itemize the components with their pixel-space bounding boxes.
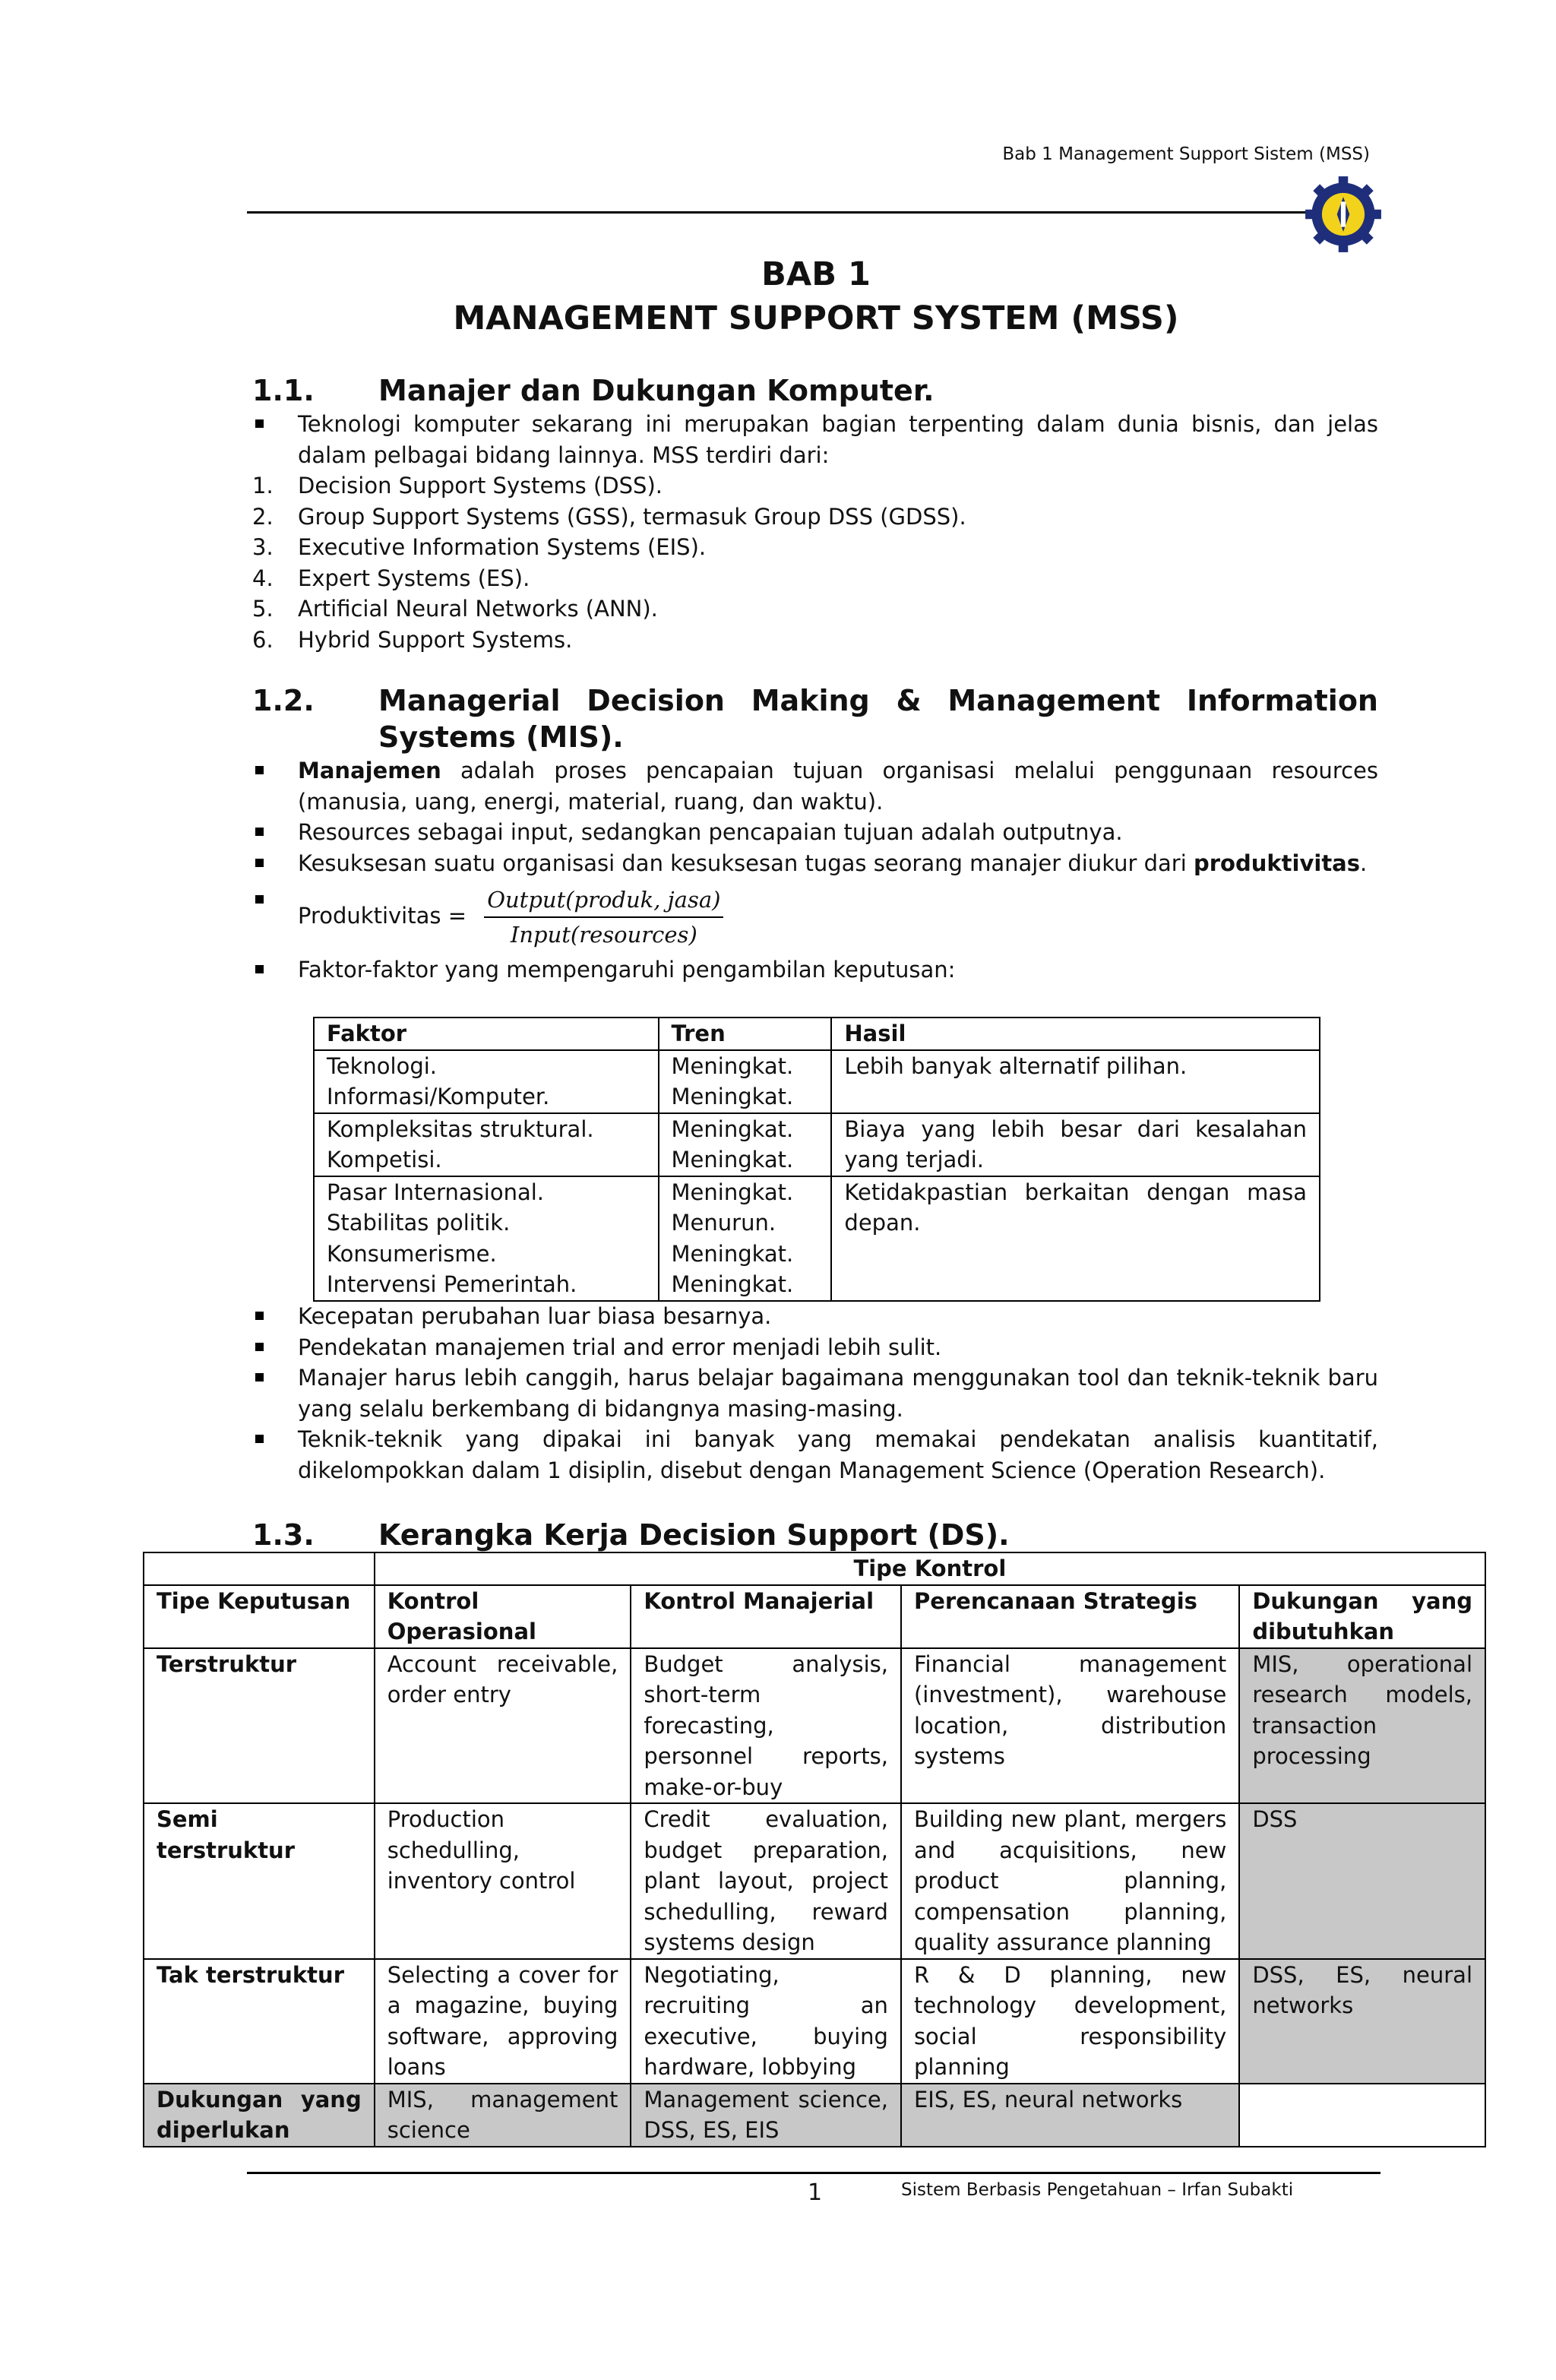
table-header-row bbox=[314, 1018, 1320, 1050]
section-heading bbox=[252, 682, 1378, 719]
item-text: Expert Systems (ES). bbox=[298, 565, 530, 591]
formula-label: Produktivitas = bbox=[298, 903, 467, 929]
footer-rule bbox=[247, 2172, 1380, 2174]
running-header: Bab 1 Management Support Sistem (MSS) bbox=[1002, 144, 1370, 164]
item-text: Group Support Systems (GSS), termasuk Group DSS (GDSS). bbox=[298, 503, 966, 530]
item-number: 1. bbox=[252, 473, 274, 498]
column-header: Kontrol Operasional bbox=[375, 1585, 631, 1648]
table-cell: MIS, management science bbox=[375, 2084, 631, 2147]
numbered-item bbox=[252, 502, 1378, 533]
numbered-item bbox=[252, 593, 1378, 625]
item-text: Hybrid Support Systems. bbox=[298, 626, 573, 653]
table-row bbox=[314, 1050, 1320, 1113]
numbered-item bbox=[252, 563, 1378, 594]
section-1-2-continued bbox=[252, 1301, 1378, 1486]
section-number: 1.2. bbox=[252, 684, 315, 717]
header-rule bbox=[247, 211, 1311, 214]
table-row bbox=[144, 1959, 1485, 2084]
numbered-item bbox=[252, 532, 1378, 563]
table-cell: Meningkat. Meningkat. bbox=[659, 1050, 832, 1113]
table-header-row bbox=[144, 1585, 1485, 1648]
table-cell: Management science, DSS, ES, EIS bbox=[631, 2084, 901, 2147]
table-row bbox=[314, 1176, 1320, 1301]
row-header: Semi terstruktur bbox=[144, 1803, 375, 1959]
section-title: Kerangka Kerja Decision Support (DS). bbox=[378, 1518, 1010, 1552]
chapter-number: BAB 1 bbox=[761, 255, 871, 293]
bullet-item: Manajer harus lebih canggih, harus belajar bagaimana menggunakan tool dan teknik-teknik baru yang selalu berkembang di bidangnya masing-masing. bbox=[252, 1362, 1378, 1424]
column-header: Kontrol Manajerial bbox=[631, 1585, 901, 1648]
table-cell: DSS bbox=[1239, 1803, 1485, 1959]
decision-support-framework-table bbox=[143, 1552, 1486, 2147]
table-row bbox=[144, 1648, 1485, 1804]
column-header: Dukungan yang dibutuhkan bbox=[1239, 1585, 1485, 1648]
formula-denominator: Input(resources) bbox=[510, 922, 697, 948]
item-number: 5. bbox=[252, 596, 274, 622]
bullet-item: Faktor-faktor yang mempengaruhi pengambilan keputusan: bbox=[252, 954, 1378, 986]
item-number: 2. bbox=[252, 503, 274, 530]
numbered-item bbox=[252, 470, 1378, 502]
item-number: 3. bbox=[252, 534, 274, 560]
table-cell bbox=[1239, 2084, 1485, 2147]
section-1-3 bbox=[252, 1517, 1378, 1553]
page-number: 1 bbox=[808, 2179, 823, 2206]
table-cell: Production schedulling, inventory control bbox=[375, 1803, 631, 1959]
item-number: 4. bbox=[252, 565, 274, 591]
bullet-item: Resources sebagai input, sedangkan pencapaian tujuan adalah outputnya. bbox=[252, 817, 1378, 848]
table-cell: Building new plant, mergers and acquisitions, new product planning, compensation planning, quality assurance planning bbox=[901, 1803, 1239, 1959]
bullet-item: Teknik-teknik yang dipakai ini banyak yang memakai pendekatan analisis kuantitatif, dikelompokkan dalam 1 disiplin, disebut dengan Management Science (Operation Research). bbox=[252, 1424, 1378, 1486]
table-cell: DSS, ES, neural networks bbox=[1239, 1959, 1485, 2084]
row-header: Tak terstruktur bbox=[144, 1959, 375, 2084]
bullet-item bbox=[252, 755, 1378, 817]
column-group-header: Tipe Kontrol bbox=[375, 1552, 1485, 1585]
column-header: Tren bbox=[659, 1018, 832, 1050]
table-row bbox=[314, 1113, 1320, 1176]
table-cell: Financial management (investment), warehouse location, distribution systems bbox=[901, 1648, 1239, 1804]
section-heading bbox=[252, 372, 1378, 409]
table-cell: Teknologi. Informasi/Komputer. bbox=[314, 1050, 659, 1113]
university-logo-icon bbox=[1304, 175, 1383, 254]
column-header: Faktor bbox=[314, 1018, 659, 1050]
section-heading bbox=[252, 1517, 1378, 1553]
table-cell: Meningkat. Menurun. Meningkat. Meningkat. bbox=[659, 1176, 832, 1301]
section-number: 1.3. bbox=[252, 1518, 315, 1552]
table-cell: Negotiating, recruiting an executive, buying hardware, lobbying bbox=[631, 1959, 901, 2084]
bullet-item: Kecepatan perubahan luar biasa besarnya. bbox=[252, 1301, 1378, 1332]
bold-term: Manajemen bbox=[298, 758, 441, 783]
row-header: Terstruktur bbox=[144, 1648, 375, 1804]
table-cell: R & D planning, new technology development, social responsibility planning bbox=[901, 1959, 1239, 2084]
table-cell: Ketidakpastian berkaitan dengan masa depan. bbox=[831, 1176, 1320, 1301]
formula-item bbox=[252, 885, 1378, 950]
bullet-item bbox=[252, 848, 1378, 879]
formula-numerator: Output(produk, jasa) bbox=[484, 885, 723, 918]
section-1-2 bbox=[252, 682, 1378, 986]
table-top-header-row bbox=[144, 1552, 1485, 1585]
punctuation: . bbox=[1360, 850, 1368, 876]
section-title-line2: Systems (MIS). bbox=[378, 720, 624, 754]
section-number: 1.1. bbox=[252, 374, 315, 407]
table-cell: Selecting a cover for a magazine, buying software, approving loans bbox=[375, 1959, 631, 2084]
section-1-1 bbox=[252, 372, 1378, 655]
table-row bbox=[144, 2084, 1485, 2147]
numbered-item bbox=[252, 625, 1378, 656]
table-row bbox=[144, 1803, 1485, 1959]
column-header: Tipe Keputusan bbox=[144, 1585, 375, 1648]
table-cell: Credit evaluation, budget preparation, plant layout, project schedulling, reward systems design bbox=[631, 1803, 901, 1959]
section-heading-cont bbox=[252, 719, 1378, 755]
footer-text: Sistem Berbasis Pengetahuan – Irfan Subakti bbox=[901, 2180, 1294, 2200]
table-cell: MIS, operational research models, transaction processing bbox=[1239, 1648, 1485, 1804]
section-title-line1: Managerial Decision Making & Management Information bbox=[378, 684, 1378, 717]
formula-fraction bbox=[484, 885, 723, 950]
chapter-title: MANAGEMENT SUPPORT SYSTEM (MSS) bbox=[453, 299, 1179, 337]
table-cell: Biaya yang lebih besar dari kesalahan yang terjadi. bbox=[831, 1113, 1320, 1176]
column-header: Perencanaan Strategis bbox=[901, 1585, 1239, 1648]
bullet-text: Kesuksesan suatu organisasi dan kesuksesan tugas seorang manajer diukur dari bbox=[298, 850, 1194, 876]
item-text: Artificial Neural Networks (ANN). bbox=[298, 596, 658, 622]
bullet-item: Teknologi komputer sekarang ini merupakan bagian terpenting dalam dunia bisnis, dan jelas dalam pelbagai bidang lainnya. MSS terdiri dari: bbox=[252, 409, 1378, 470]
row-header: Dukungan yang diperlukan bbox=[144, 2084, 375, 2147]
item-number: 6. bbox=[252, 626, 274, 653]
factors-table bbox=[313, 1017, 1320, 1302]
section-title: Manajer dan Dukungan Komputer. bbox=[378, 374, 935, 407]
bullet-text: adalah proses pencapaian tujuan organisasi melalui penggunaan resources (manusia, uang, energi, material, ruang, dan waktu). bbox=[298, 758, 1378, 815]
item-text: Executive Information Systems (EIS). bbox=[298, 534, 707, 560]
table-cell: Lebih banyak alternatif pilihan. bbox=[831, 1050, 1320, 1113]
bullet-item: Pendekatan manajemen trial and error menjadi lebih sulit. bbox=[252, 1332, 1378, 1363]
bold-term: produktivitas bbox=[1194, 850, 1361, 876]
item-text: Decision Support Systems (DSS). bbox=[298, 473, 663, 498]
table-cell: Meningkat. Meningkat. bbox=[659, 1113, 832, 1176]
table-cell: EIS, ES, neural networks bbox=[901, 2084, 1239, 2147]
table-cell: Account receivable, order entry bbox=[375, 1648, 631, 1804]
table-cell: Pasar Internasional. Stabilitas politik. Konsumerisme. Intervensi Pemerintah. bbox=[314, 1176, 659, 1301]
table-cell: Kompleksitas struktural. Kompetisi. bbox=[314, 1113, 659, 1176]
table-cell: Budget analysis, short-term forecasting, personnel reports, make-or-buy bbox=[631, 1648, 901, 1804]
column-header: Hasil bbox=[831, 1018, 1320, 1050]
